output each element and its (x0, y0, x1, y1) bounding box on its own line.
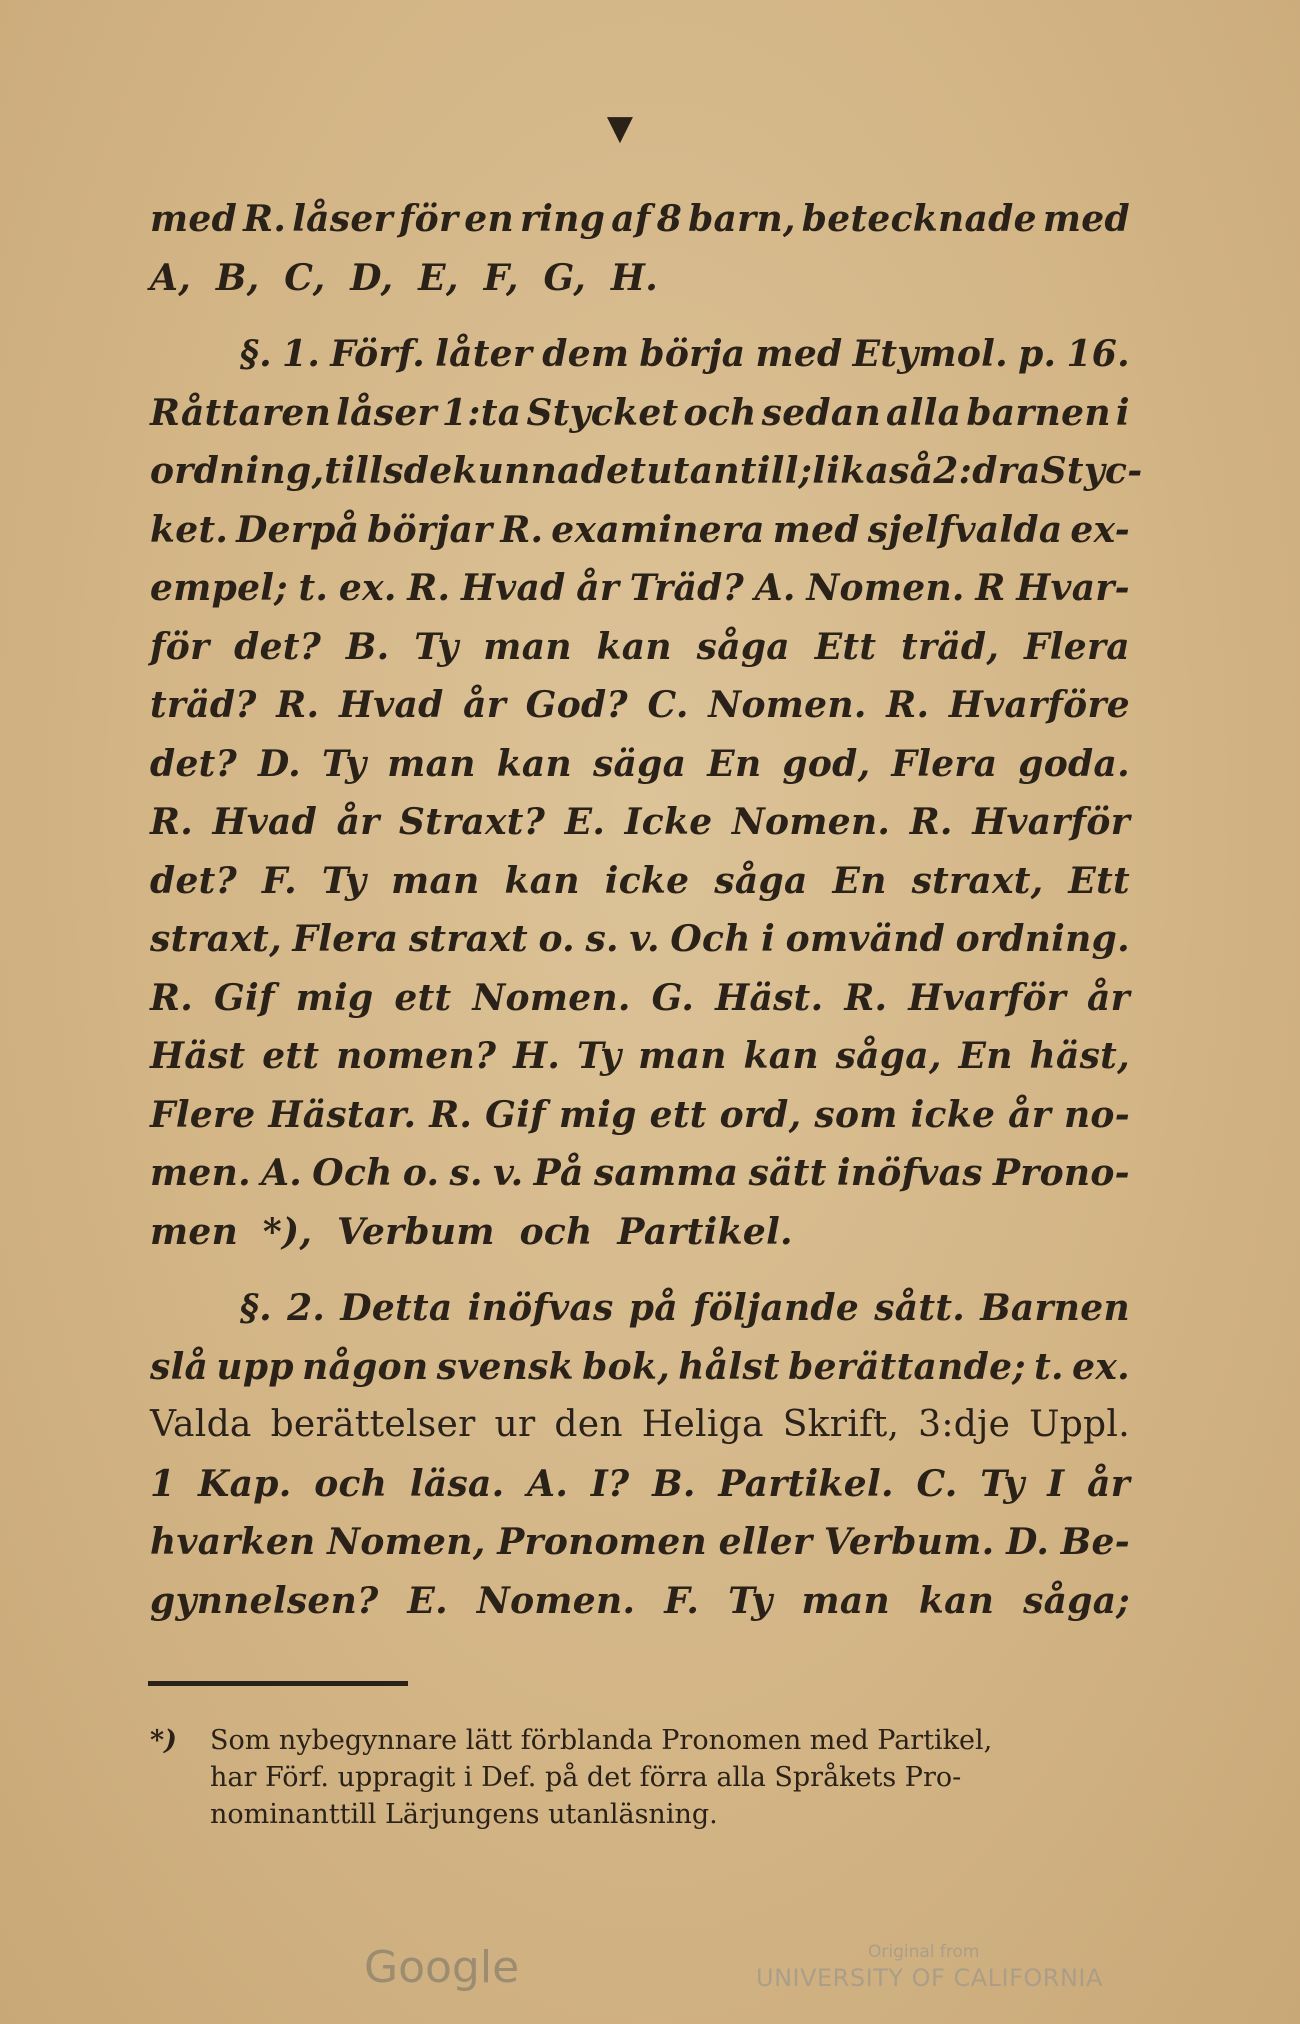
text-line: för det? B. Ty man kan såga Ett träd, Flera (150, 625, 1130, 668)
text-line: §. 1. Förf. låter dem börja med Etymol. p. 16. (240, 333, 1130, 375)
text-line: med R. låser för en ring af 8 barn, betecknade med (150, 198, 1130, 240)
text-line: Råttaren låser 1:ta Stycket och sedan alla barnen i (150, 391, 1130, 434)
text-line: slå upp någon svensk bok, hålst berättande; t. ex. (150, 1345, 1130, 1388)
text-line: men *), Verbum och Partikel. (150, 1210, 793, 1253)
text-line: ordning, tills de kunna det utantill; likaså 2:dra Styc- (150, 450, 1143, 492)
page-header-mark: ▼ (606, 108, 634, 148)
text-line: men. A. Och o. s. v. På samma sätt inöfvas Prono- (150, 1152, 1130, 1194)
footnote-rule (148, 1681, 408, 1686)
text-line: ket. Derpå börjar R. examinera med sjelfvalda ex- (150, 508, 1130, 551)
text-line: gynnelsen? E. Nomen. F. Ty man kan såga; (150, 1579, 1130, 1622)
footnote (150, 1722, 1135, 1833)
google-watermark: Google (364, 1942, 520, 1993)
text-line: R. Gif mig ett Nomen. G. Häst. R. Hvarför år (150, 976, 1130, 1019)
body-text (150, 190, 1143, 1630)
text-line: Häst ett nomen? H. Ty man kan såga, En häst, (150, 1035, 1130, 1077)
text-line: §. 2. Detta inöfvas på följande sått. Barnen (240, 1287, 1130, 1329)
text-line: det? D. Ty man kan säga En god, Flera goda. (150, 742, 1130, 785)
footnote-line: har Förf. uppragit i Def. på det förra alla Språkets Pro- (210, 1762, 962, 1793)
text-line: R. Hvad år Straxt? E. Icke Nomen. R. Hvarför (150, 801, 1130, 843)
original-institution: UNIVERSITY OF CALIFORNIA (756, 1964, 1103, 1992)
text-line: Flere Hästar. R. Gif mig ett ord, som icke år no- (150, 1093, 1130, 1136)
text-line: det? F. Ty man kan icke såga En straxt, Ett (150, 859, 1130, 902)
footnote-line: nominanttill Lärjungens utanläsning. (210, 1799, 718, 1830)
original-from-label: Original from (868, 1942, 980, 1962)
text-line: Valda berättelser ur den Heliga Skrift, 3:dje Uppl. (150, 1404, 1130, 1445)
footnote-marker: *) (150, 1725, 177, 1756)
text-line: hvarken Nomen, Pronomen eller Verbum. D. Be- (150, 1521, 1130, 1563)
footnote-line: Som nybegynnare lätt förblanda Pronomen med Partikel, (210, 1725, 993, 1756)
text-line: träd? R. Hvad år God? C. Nomen. R. Hvarföre (150, 684, 1130, 726)
text-line: empel; t. ex. R. Hvad år Träd? A. Nomen. R Hvar- (150, 567, 1130, 609)
digitization-footer (0, 1942, 1300, 2012)
text-line: straxt, Flera straxt o. s. v. Och i omvänd ordning. (150, 918, 1130, 960)
text-line: 1 Kap. och läsa. A. I? B. Partikel. C. Ty I år (150, 1462, 1130, 1505)
text-line: A, B, C, D, E, F, G, H. (150, 256, 659, 299)
